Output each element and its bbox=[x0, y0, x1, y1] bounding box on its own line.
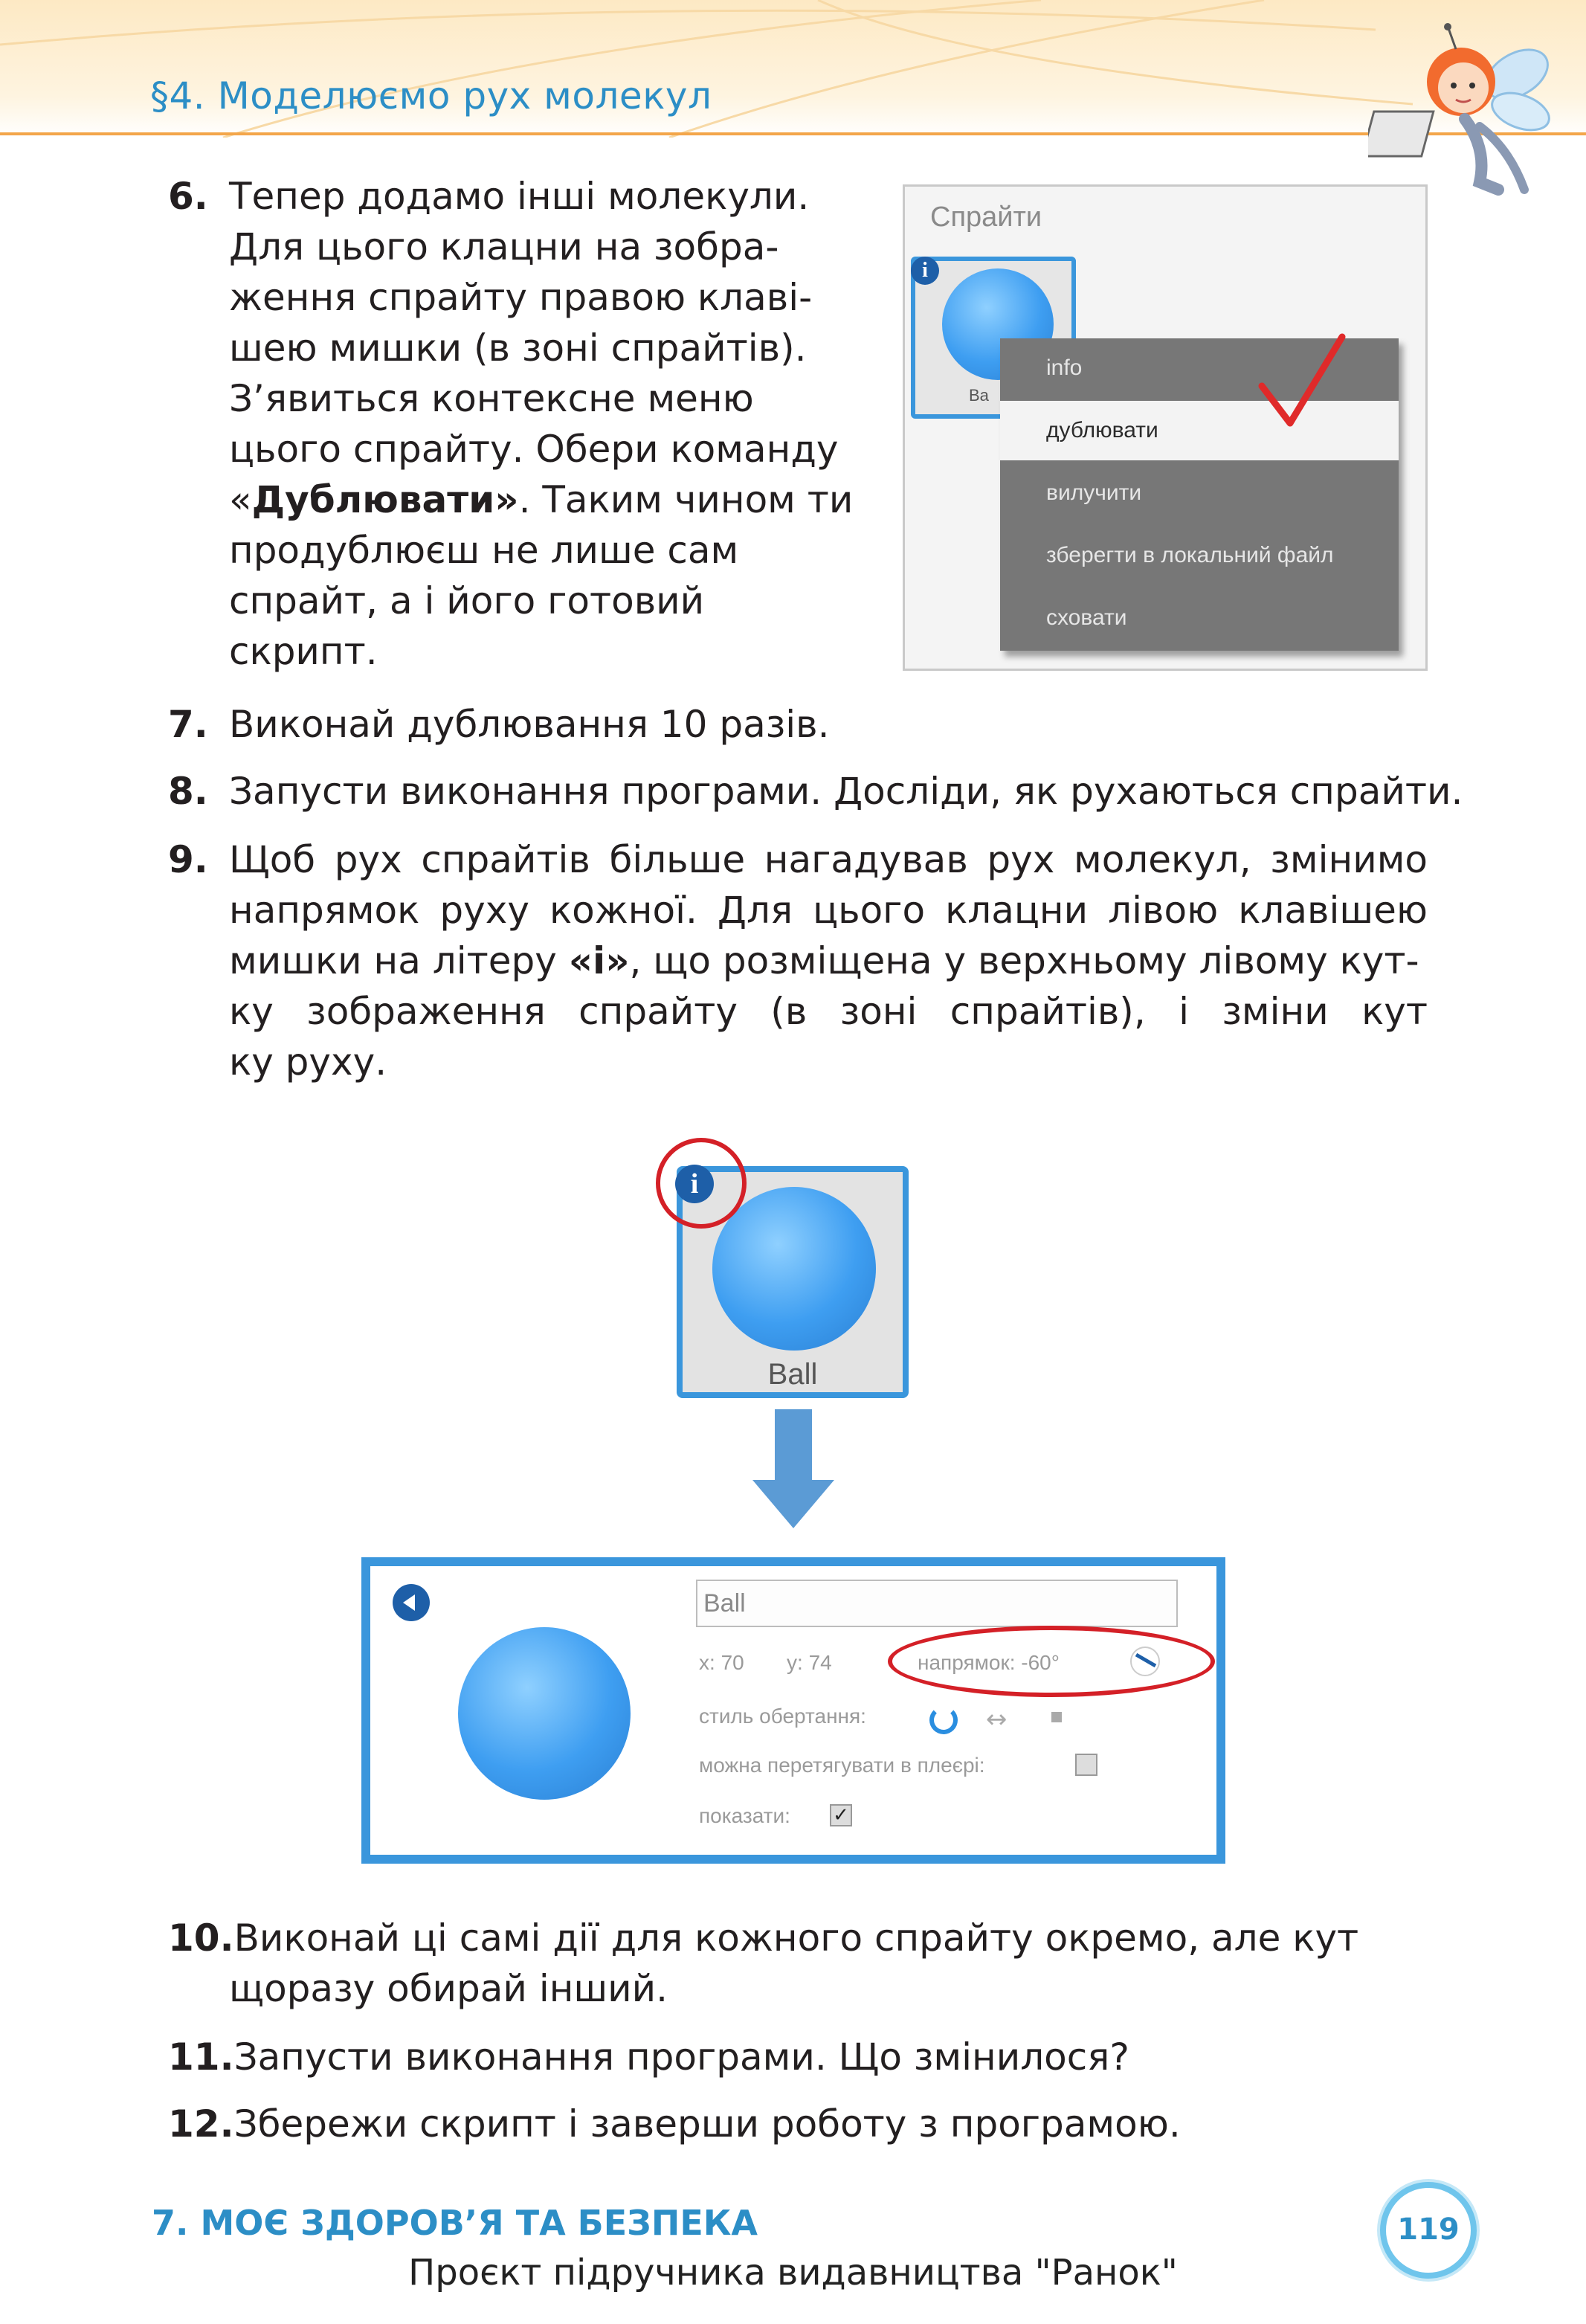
publisher-note: Проєкт підручника видавництва "Ранок" bbox=[408, 2252, 1178, 2294]
step-6-line-tail: . Таким чином ти bbox=[518, 478, 854, 521]
step-11-line-text: Запусти виконання програми. Що змінилося? bbox=[233, 2035, 1129, 2079]
step-10-text bbox=[168, 1913, 1428, 2014]
direction-value: -60° bbox=[1021, 1651, 1060, 1674]
step-6-line bbox=[229, 474, 861, 525]
page-number: 119 bbox=[1380, 2182, 1477, 2279]
x-label: x: bbox=[699, 1651, 715, 1674]
menu-item-delete[interactable]: вилучити bbox=[1046, 480, 1142, 505]
step-9-line bbox=[229, 936, 1428, 986]
step-10-line bbox=[168, 1913, 1428, 1963]
step-6-command: Дублювати» bbox=[251, 478, 519, 521]
y-label: y: bbox=[787, 1651, 803, 1674]
back-icon[interactable] bbox=[393, 1584, 430, 1621]
step-10-line: щоразу обирай інший. bbox=[229, 1967, 668, 2010]
show-checkbox[interactable]: ✓ bbox=[830, 1804, 852, 1826]
step-9-line: напрямок руху кожної. Для цього клацни лівою клавішею bbox=[229, 889, 1428, 932]
step-9-letter-i: «і» bbox=[568, 939, 630, 982]
step-11-text bbox=[168, 2032, 1129, 2082]
step-7-text: Виконай дублювання 10 разів. bbox=[229, 703, 830, 746]
ball-sprite-label: Ball bbox=[767, 1358, 818, 1391]
step-6-line: Для цього клацни на зобра- bbox=[229, 225, 779, 268]
draggable-label: можна перетягувати в плеєрі: bbox=[699, 1754, 985, 1777]
step-6-line: продублюєш не лише сам bbox=[229, 529, 739, 572]
step-12-text bbox=[168, 2099, 1181, 2149]
sprites-panel bbox=[903, 184, 1428, 671]
x-value: 70 bbox=[721, 1651, 744, 1674]
step-6-line: шею мишки (в зоні спрайтів). bbox=[229, 326, 807, 370]
section-title: §4. Моделюємо рух молекул bbox=[150, 74, 712, 118]
step-7-number: 7. bbox=[168, 703, 208, 746]
chapter-title: 7. МОЄ ЗДОРОВ’Я ТА БЕЗПЕКА bbox=[152, 2203, 758, 2243]
step-9-line: Щоб рух спрайтів більше нагадував рух молекул, змінимо bbox=[229, 838, 1428, 881]
left-right-icon[interactable]: ↔ bbox=[986, 1705, 1008, 1734]
info-icon[interactable]: i bbox=[675, 1165, 714, 1203]
sprite-thumbnail-label: Ba bbox=[969, 386, 989, 405]
step-12-number: 12. bbox=[168, 2102, 234, 2146]
step-6-line: Тепер додамо інші молекули. bbox=[229, 175, 810, 218]
rotation-style-label: стиль обертання: bbox=[699, 1705, 866, 1728]
step-6-line: цього спрайту. Обери команду bbox=[229, 428, 839, 471]
down-arrow-icon bbox=[752, 1409, 834, 1528]
step-10-number: 10. bbox=[168, 1916, 234, 1960]
menu-item-save-local[interactable]: зберегти в локальний файл bbox=[1046, 543, 1334, 567]
page-header bbox=[0, 0, 1586, 138]
step-9-line: ку зображення спрайту (в зоні спрайтів), і зміни кут bbox=[229, 990, 1428, 1033]
step-6-quote: « bbox=[229, 478, 252, 521]
step-9-line-tail: , що розміщена у верхньому лівому кут- bbox=[629, 939, 1419, 982]
sprites-panel-title: Спрайти bbox=[930, 202, 1042, 233]
info-icon[interactable]: i bbox=[911, 257, 939, 285]
step-9-line: ку руху. bbox=[229, 1040, 387, 1084]
step-6-number: 6. bbox=[168, 175, 208, 218]
ball-image bbox=[458, 1627, 631, 1800]
step-6-line: ження спрайту правою клаві- bbox=[229, 276, 813, 319]
highlight-circle bbox=[656, 1138, 747, 1229]
draggable-checkbox[interactable] bbox=[1075, 1754, 1097, 1776]
step-6-line: спрайт, а і його готовий bbox=[229, 579, 705, 622]
step-6-line: скрипт. bbox=[229, 630, 378, 673]
ball-image bbox=[712, 1187, 876, 1351]
direction-label: напрямок: bbox=[918, 1651, 1016, 1674]
step-8-text: Запусти виконання програми. Досліди, як рухаються спрайти. bbox=[229, 770, 1463, 813]
y-value: 74 bbox=[808, 1651, 832, 1674]
check-mark-icon bbox=[1254, 328, 1351, 432]
step-10-line-text: Виконай ці самі дії для кожного спрайту окремо, але кут bbox=[233, 1916, 1359, 1960]
step-9-line-start: мишки на літеру bbox=[229, 939, 569, 982]
menu-item-info[interactable]: info bbox=[1046, 355, 1083, 380]
highlight-oval bbox=[888, 1626, 1215, 1697]
sprite-info-panel bbox=[361, 1557, 1225, 1864]
mascot-fairy-icon bbox=[1368, 22, 1554, 205]
step-12-line-text: Збережи скрипт і заверши роботу з програмою. bbox=[233, 2102, 1181, 2146]
step-8-number: 8. bbox=[168, 770, 208, 813]
sprite-name-field[interactable]: Ball bbox=[696, 1580, 1178, 1627]
y-coordinate bbox=[787, 1651, 832, 1675]
rotation-icon[interactable] bbox=[929, 1706, 958, 1734]
x-coordinate bbox=[699, 1651, 744, 1675]
step-6-line: З’явиться контексне меню bbox=[229, 377, 754, 420]
show-label: показати: bbox=[699, 1804, 790, 1827]
step-9-text bbox=[229, 834, 1428, 1087]
step-11-number: 11. bbox=[168, 2035, 234, 2079]
menu-item-hide[interactable]: сховати bbox=[1046, 605, 1127, 630]
step-6-text bbox=[229, 171, 861, 677]
menu-item-duplicate[interactable]: дублювати bbox=[1000, 401, 1399, 460]
no-rotation-icon[interactable] bbox=[1051, 1712, 1062, 1722]
step-9-number: 9. bbox=[168, 838, 208, 881]
header-rule bbox=[0, 132, 1586, 135]
